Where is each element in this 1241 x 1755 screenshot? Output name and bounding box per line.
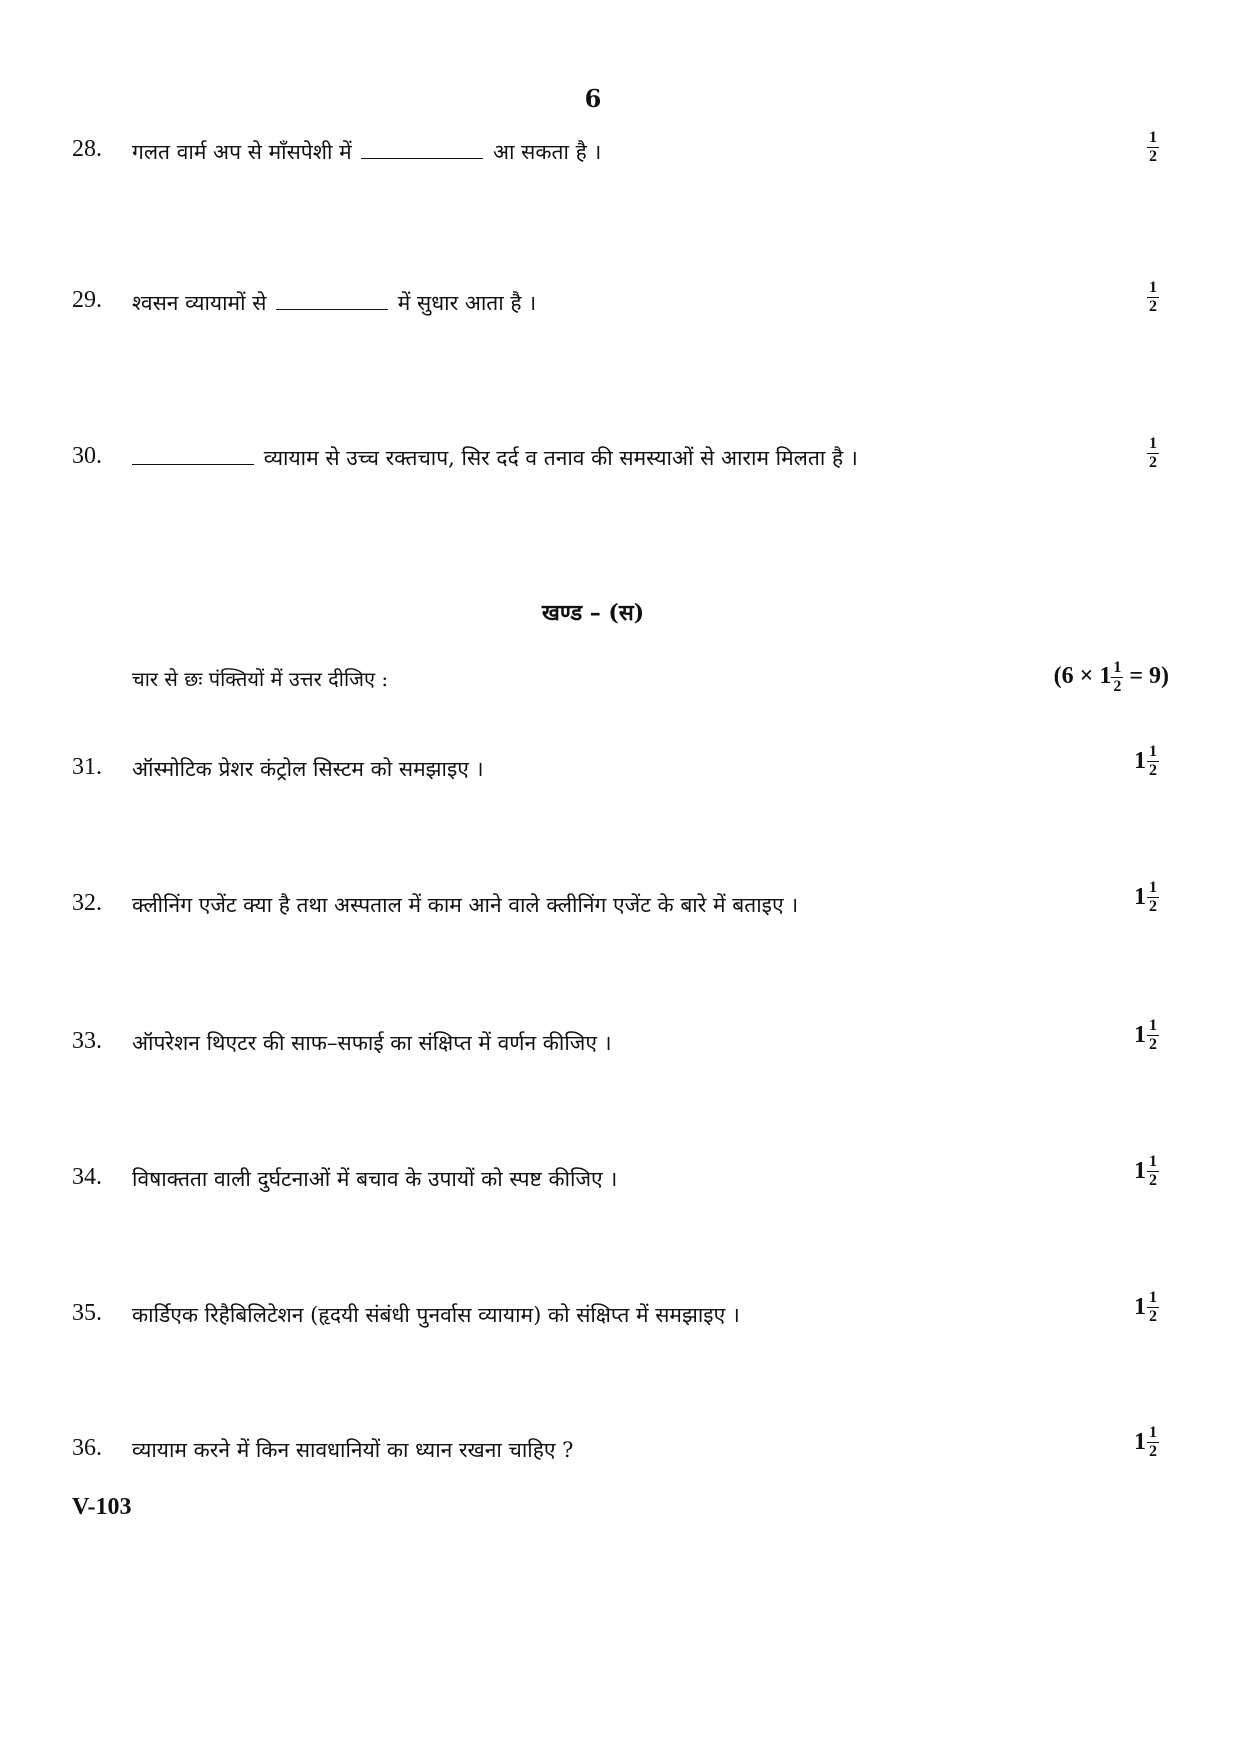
marks-fraction: $\frac{1}{2}$ — [1149, 1017, 1157, 1053]
answer-blank — [361, 140, 483, 159]
marks-fraction: $\frac{1}{2}$ — [1149, 879, 1157, 915]
text-after-blank: व्यायाम से उच्च रक्तचाप, सिर दर्द व तनाव की समस्याओं से आराम मिलता है । — [263, 446, 858, 470]
answer-blank — [132, 446, 254, 465]
marks-fraction: $\frac{1}{2}$ — [1149, 743, 1157, 779]
question-number: 35. — [72, 1300, 102, 1326]
question-number: 34. — [72, 1164, 102, 1190]
answer-blank — [276, 291, 388, 310]
paper-code: V-103 — [72, 1494, 132, 1520]
section-title: खण्ड – (स) — [541, 600, 645, 626]
marks-fraction: $\frac{1}{2}$ — [1149, 435, 1157, 471]
question-number: 31. — [72, 754, 102, 780]
question-marks: 1 $\frac{1}{2}$ — [1134, 1424, 1157, 1460]
question-number: 36. — [72, 1435, 102, 1461]
marks-fraction: $\frac{1}{2}$ — [1149, 1153, 1157, 1189]
question-text — [132, 444, 858, 472]
section-instruction: चार से छः पंक्तियों में उत्तर दीजिए : — [132, 667, 389, 691]
question-number: 30. — [72, 443, 102, 469]
question-marks — [1147, 280, 1159, 315]
marks-fraction: $\frac{1}{2}$ — [1149, 1289, 1157, 1325]
question-text: क्लीनिंग एजेंट क्या है तथा अस्पताल में काम आने वाले क्लीनिंग एजेंट के बारे में बताइए । — [132, 893, 799, 917]
marks-fraction: $\frac{1}{2}$ — [1149, 279, 1157, 315]
question-marks — [1147, 436, 1159, 471]
page-number: 6 — [584, 84, 602, 113]
text-before-blank: गलत वार्म अप से माँसपेशी में — [132, 140, 352, 164]
question-text: व्यायाम करने में किन सावधानियों का ध्यान रखना चाहिए ? — [132, 1438, 574, 1462]
question-marks: 1 $\frac{1}{2}$ — [1134, 1153, 1157, 1189]
formula-fraction: $\frac{1}{2}$ — [1113, 659, 1122, 695]
question-marks: 1 $\frac{1}{2}$ — [1134, 743, 1157, 779]
question-text: ऑस्मोटिक प्रेशर कंट्रोल सिस्टम को समझाइए । — [132, 757, 484, 781]
question-text — [132, 138, 601, 166]
marks-fraction: $\frac{1}{2}$ — [1149, 1424, 1157, 1460]
question-number: 32. — [72, 890, 102, 916]
text-after-blank: आ सकता है । — [493, 140, 602, 164]
question-number: 33. — [72, 1028, 102, 1054]
text-after-blank: में सुधार आता है । — [397, 291, 537, 315]
question-text: ऑपरेशन थिएटर की साफ–सफाई का संक्षिप्त में वर्णन कीजिए । — [132, 1031, 612, 1055]
question-marks — [1147, 130, 1159, 165]
question-marks: 1 $\frac{1}{2}$ — [1134, 1289, 1157, 1325]
question-number: 29. — [72, 287, 102, 313]
marks-fraction: $\frac{1}{2}$ — [1149, 129, 1157, 165]
question-marks: 1 $\frac{1}{2}$ — [1134, 1017, 1157, 1053]
text-before-blank: श्वसन व्यायामों से — [132, 291, 267, 315]
section-marks-formula: (6 × 1 $\frac{1}{2}$ = 9) — [1053, 659, 1169, 695]
question-marks: 1 $\frac{1}{2}$ — [1134, 879, 1157, 915]
question-text: कार्डिएक रिहैबिलिटेशन (हृदयी संबंधी पुनर्वास व्यायाम) को संक्षिप्त में समझाइए । — [132, 1303, 740, 1327]
question-number: 28. — [72, 136, 102, 162]
question-text: विषाक्तता वाली दुर्घटनाओं में बचाव के उपायों को स्पष्ट कीजिए । — [132, 1167, 618, 1191]
question-text — [132, 289, 536, 317]
